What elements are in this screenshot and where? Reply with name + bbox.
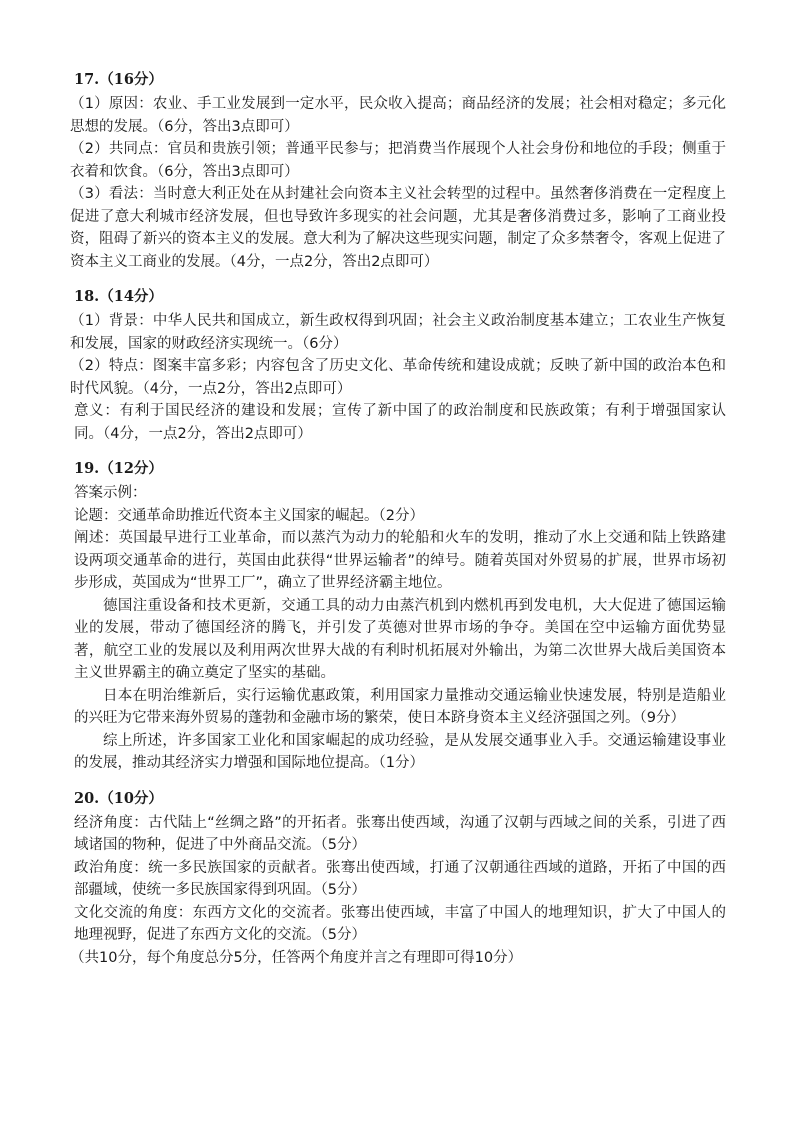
question-19 xyxy=(74,457,726,775)
q17-part3: （3）看法：当时意大利正处在从封建社会向资本主义社会转型的过程中。虽然奢侈消费在一定程度上促进了意大利城市经济发展，但也导致许多现实的社会问题，尤其是奢侈消费过多，影响了工商业投资，阻碍了新兴的资本主义的发展。意大利为了解决这些现实问题，制定了众多禁奢令，客观上促进了资本主义工商业的发展。（4分，一点2分，答出2点即可） xyxy=(70,186,726,270)
q20-political: 政治角度：统一多民族国家的贡献者。张骞出使西域，打通了汉朝通往西域的道路，开拓了中国的西部疆域，使统一多民族国家得到巩固。（5分） xyxy=(74,859,726,898)
q18-significance: 意义：有利于国民经济的建设和发展；宣传了新中国了的政治制度和民族政策；有利于增强国家认同。（4分，一点2分，答出2点即可） xyxy=(74,403,726,442)
question-17 xyxy=(70,68,726,273)
answer-document xyxy=(70,68,726,969)
q19-elaboration: 阐述：英国最早进行工业革命，而以蒸汽为动力的轮船和火车的发明，推动了水上交通和陆上铁路建设两项交通革命的进行，英国由此获得“世界运输者”的绰号。随着英国对外贸易的扩展，世界市场初步形成，英国成为“世界工厂”，确立了世界经济霸主地位。 xyxy=(74,530,726,591)
question-17-title: 17.（16分） xyxy=(74,71,163,88)
q20-scoring-note: （共10分，每个角度总分5分，任答两个角度并言之有理即可得10分） xyxy=(70,949,523,966)
q20-economic: 经济角度：古代陆上“丝绸之路”的开拓者。张骞出使西域，沟通了汉朝与西域之间的关系，引进了西域诸国的物种，促进了中外商品交流。（5分） xyxy=(74,814,726,853)
q18-part1: （1）背景：中华人民共和国成立，新生政权得到巩固；社会主义政治制度基本建立；工农业生产恢复和发展，国家的财政经济实现统一。（6分） xyxy=(70,313,726,352)
q20-cultural: 文化交流的角度：东西方文化的交流者。张骞出使西域，丰富了中国人的地理知识，扩大了中国人的地理视野，促进了东西方文化的交流。（5分） xyxy=(74,904,726,943)
question-19-title: 19.（12分） xyxy=(74,460,163,477)
question-18 xyxy=(70,285,726,445)
question-20 xyxy=(70,787,726,970)
q19-thesis: 论题：交通革命助推近代资本主义国家的崛起。（2分） xyxy=(74,507,424,524)
q19-example-label: 答案示例： xyxy=(74,485,147,501)
question-20-title: 20.（10分） xyxy=(74,789,163,807)
q19-germany-us: 德国注重设备和技术更新，交通工具的动力由蒸汽机到内燃机再到发电机，大大促进了德国运输业的发展，带动了德国经济的腾飞，并引发了英德对世界市场的争夺。美国在空中运输方面优势显著，航空工业的发展以及利用两次世界大战的有利时机拓展对外输出，为第二次世界大战后美国资本主义世界霸主的确立奠定了坚实的基础。 xyxy=(74,597,726,681)
q19-japan: 日本在明治维新后，实行运输优惠政策，利用国家力量推动交通运输业快速发展，特别是造船业的兴旺为它带来海外贸易的蓬勃和金融市场的繁荣，使日本跻身资本主义经济强国之列。（9分） xyxy=(74,687,726,726)
q19-conclusion: 综上所述，许多国家工业化和国家崛起的成功经验，是从发展交通事业入手。交通运输建设事业的发展，推动其经济实力增强和国际地位提高。（1分） xyxy=(74,732,726,771)
q17-part1: （1）原因：农业、手工业发展到一定水平，民众收入提高；商品经济的发展；社会相对稳定；多元化思想的发展。（6分，答出3点即可） xyxy=(70,96,726,135)
q18-part2: （2）特点：图案丰富多彩；内容包含了历史文化、革命传统和建设成就；反映了新中国的政治本色和时代风貌。（4分，一点2分，答出2点即可） xyxy=(70,358,726,397)
question-18-title: 18.（14分） xyxy=(74,288,163,305)
q17-part2: （2）共同点：官员和贵族引领；普通平民参与；把消费当作展现个人社会身份和地位的手段；侧重于衣着和饮食。（6分，答出3点即可） xyxy=(70,141,726,180)
